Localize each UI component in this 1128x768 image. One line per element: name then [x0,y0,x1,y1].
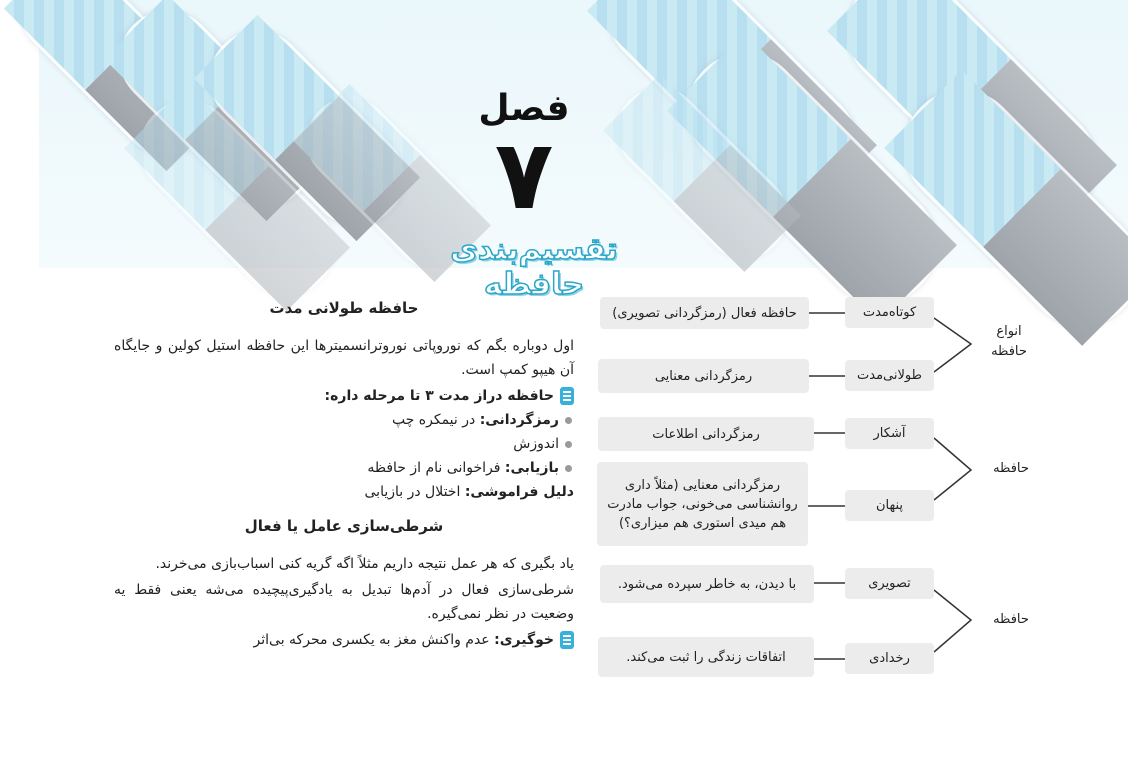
stage-text: فراخوانی نام از حافظه [367,460,505,476]
branch-label: تصویری [845,568,934,599]
chapter-header-banner [39,0,1128,302]
list-item [114,408,572,432]
branch-label: رخدادی [845,643,934,674]
branch-label: پنهان [845,490,934,521]
intro-paragraph: اول دوباره بگم که نوروپاتی نوروترانسمیترها این حافظه استیل کولین و جایگاه آن هیپو کمپ است. [114,338,574,378]
chapter-number: ۷ [494,119,554,231]
diagram-root-label: حافظه [993,461,1029,476]
stage-label: بازیابی: [504,460,559,476]
diagram-root-label: انواع حافظه [991,324,1027,359]
section-heading: شرطی‌سازی عامل یا فعال [244,517,444,535]
forgetting-label: دلیل فراموشی: [464,484,574,500]
branch-label: آشکار [845,418,934,449]
branch-detail: اتفاقات زندگی را ثبت می‌کند. [598,637,814,677]
habituation-row [114,628,574,652]
bullet-dot-icon [565,441,572,448]
conditioning-paragraph: یاد بگیری که هر عمل نتیجه داریم مثلاً اگه گریه کنی اسباب‌بازی می‌خرند. [155,556,574,572]
branch-detail: رمزگردانی معنایی (مثلاً داری روانشناسی می‌خونی، جواب مادرت هم میدی استوری هم میزاری؟) [597,462,808,546]
habituation-label: خوگیری: [494,632,554,648]
branch-detail: رمزگردانی معنایی [598,359,809,393]
branch-detail: حافظه فعال (رمزگردانی تصویری) [600,297,809,329]
forgetting-text: اختلال در بازیابی [364,484,465,500]
stages-heading: حافظه دراز مدت ۳ تا مرحله داره: [324,388,554,404]
section-heading: حافظه طولانی مدت [269,299,419,317]
branch-label: کوتاه‌مدت [845,297,934,328]
list-item [114,456,572,480]
conditioning-paragraph: شرطی‌سازی فعال در آدم‌ها تبدیل به یادگیری‌پیچیده می‌شه یعنی فقط یه وضعیت در نظر نمی‌گیره. [114,582,574,622]
forgetting-line [114,480,574,504]
habituation-text: عدم واکنش مغز به یکسری محرکه بی‌اثر [253,632,495,648]
list-item [114,432,572,456]
chapter-title: تقسیم‌بندی حافظه [450,232,618,302]
pencil-icon [560,631,574,649]
branch-detail: با دیدن، به خاطر سپرده می‌شود. [600,565,814,603]
bullet-dot-icon [565,417,572,424]
bullet-dot-icon [565,465,572,472]
long-term-memory-section [114,296,574,652]
diagram-root-label: حافظه [993,612,1029,627]
stages-heading-row [114,384,574,408]
stage-label: رمزگردانی: [479,412,559,428]
branch-detail: رمزگردانی اطلاعات [598,417,814,451]
stage-text: اندوزش [513,436,559,452]
chapter-word: فصل [478,88,570,129]
stage-text: در نیمکره چپ [391,412,480,428]
pencil-icon [560,387,574,405]
branch-label: طولانی‌مدت [845,360,934,391]
